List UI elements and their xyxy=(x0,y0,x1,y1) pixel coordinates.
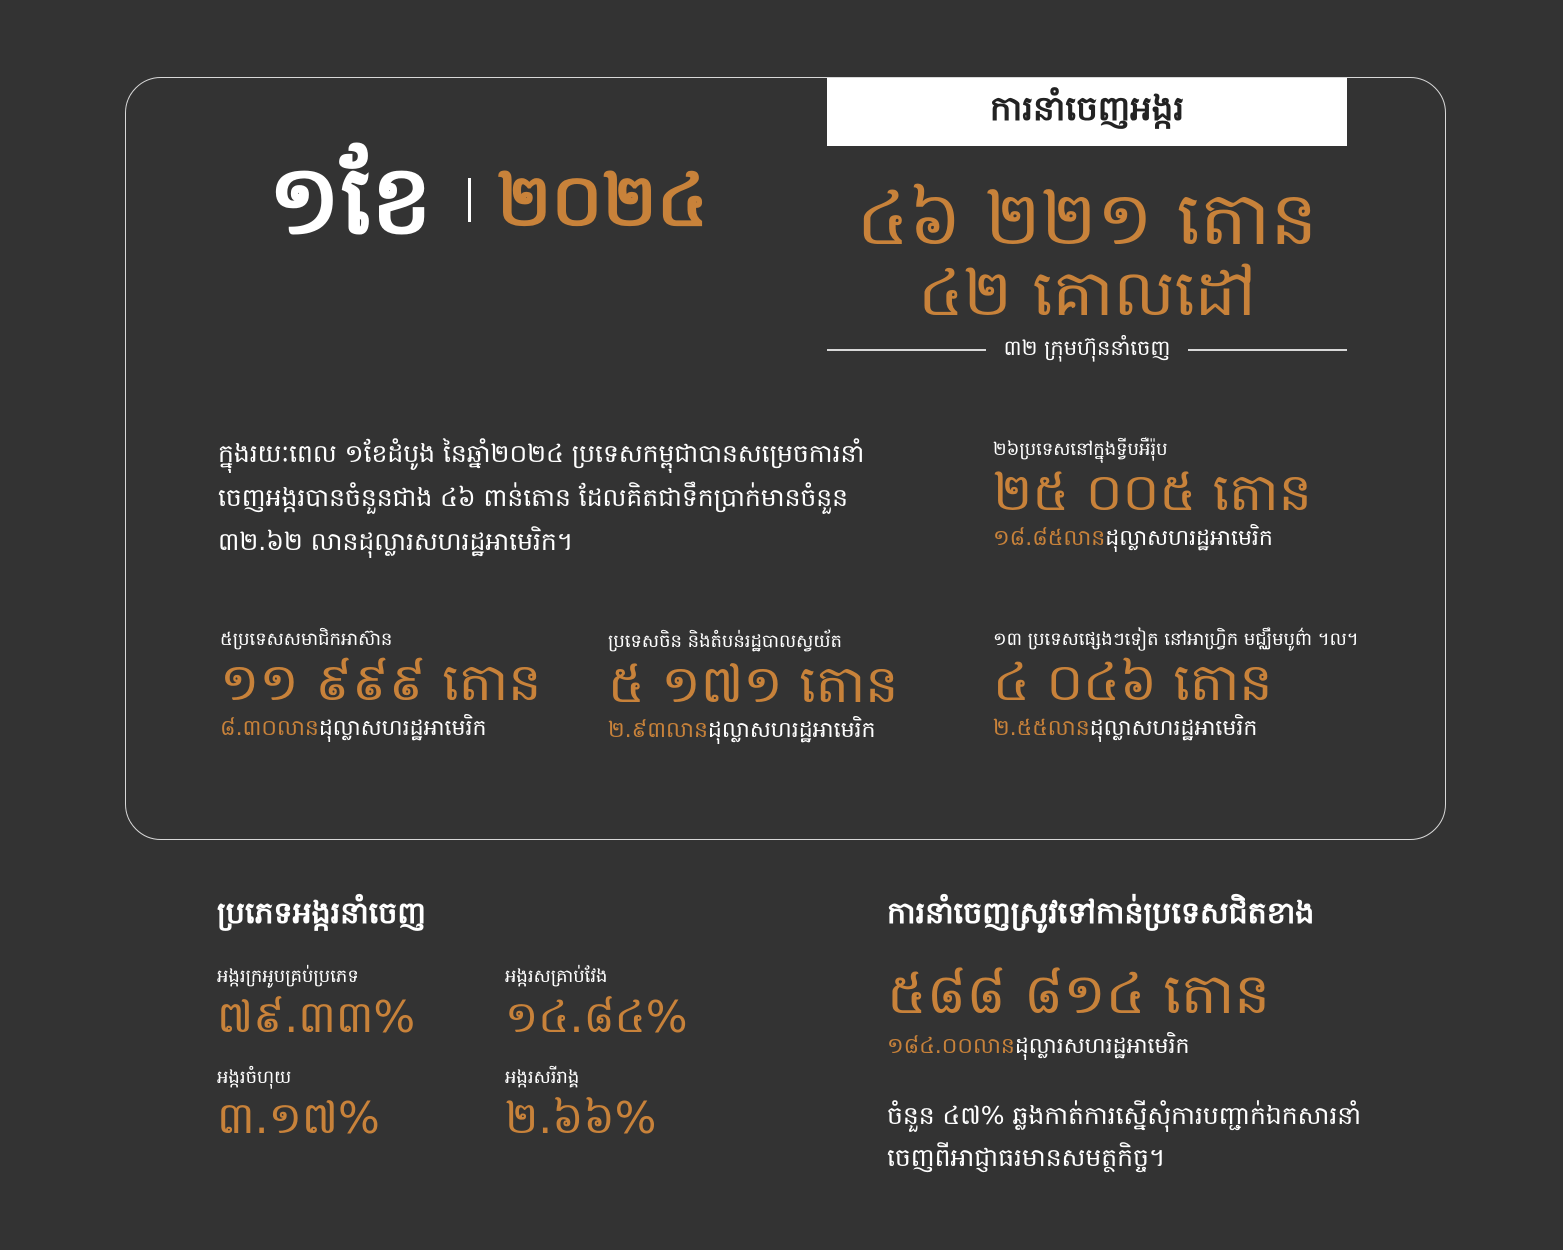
paddy-money-unit: ដុល្លារសហរដ្ឋអាមេរិក xyxy=(1014,1034,1190,1059)
divider-right xyxy=(1188,349,1347,351)
region-tonnage: ៥ ១៧១ តោន xyxy=(608,655,899,715)
type-label: អង្ករចំហុយ xyxy=(217,1067,292,1088)
paddy-stat xyxy=(887,960,1270,1064)
region-label: ១៣ ប្រទេសផ្សេងៗទៀត នៅអាហ្វ្រិក មជ្ឈឹមបូព៌ា ។ល។ xyxy=(993,629,1359,650)
region-asean xyxy=(220,628,541,744)
period-heading xyxy=(268,140,708,260)
type-item xyxy=(505,964,688,1046)
type-label: អង្ករក្រអូបគ្រប់ប្រភេទ xyxy=(217,966,359,987)
page-title: ការនាំចេញអង្ករ xyxy=(989,89,1185,129)
region-money-value: ១៨.៨៥លាន xyxy=(993,526,1106,551)
companies-line xyxy=(827,336,1347,364)
paddy-tonnage: ៥៨៨ ៨១៤ តោន xyxy=(887,962,1270,1027)
region-tonnage: ៤ ០៤៦ តោន xyxy=(993,653,1273,713)
region-europe xyxy=(993,438,1312,554)
period-months: ១ខែ xyxy=(268,144,433,256)
type-item xyxy=(505,1065,656,1147)
region-money-unit: ដុល្លាសហរដ្ឋអាមេរិក xyxy=(707,718,876,743)
period-year: ២០២៤ xyxy=(497,158,708,242)
type-label: អង្ករសគ្រាប់វែង xyxy=(505,966,608,987)
divider-left xyxy=(827,349,986,351)
type-value: ៣.១៧% xyxy=(217,1093,380,1144)
total-destinations: ៤២ គោលដៅ xyxy=(918,257,1256,331)
type-value: ១៤.៨៤% xyxy=(505,992,688,1043)
paddy-title: ការនាំចេញស្រូវទៅកាន់ប្រទេសជិតខាង xyxy=(887,896,1315,931)
region-tonnage: ១១ ៩៩៩ តោន xyxy=(220,653,542,713)
type-value: ២.៦៦% xyxy=(505,1093,657,1144)
region-money-unit: ដុល្លាសហរដ្ឋអាមេរិក xyxy=(318,716,487,741)
region-label: ៥ប្រទេសសមាជិកអាស៊ាន xyxy=(220,629,393,650)
paddy-money-value: ១៨៤.០០លាន xyxy=(887,1034,1015,1059)
region-tonnage: ២៥ ០០៥ តោន xyxy=(993,463,1312,523)
types-title: ប្រភេទអង្ករនាំចេញ xyxy=(217,896,426,931)
companies-count: ៣២ ក្រុមហ៊ុននាំចេញ xyxy=(1003,335,1171,360)
title-banner xyxy=(827,78,1347,146)
region-money-unit: ដុល្លាសហរដ្ឋអាមេរិក xyxy=(1105,526,1273,551)
type-label: អង្ករសរីរាង្គ xyxy=(505,1067,580,1088)
paddy-note: ចំនួន ៤៧% ឆ្លងកាត់ការស្នើសុំការបញ្ជាក់ឯកសារនាំចេញពីអាជ្ញាធរមានសមត្ថកិច្ច។ xyxy=(887,1101,1362,1172)
region-china xyxy=(608,630,898,746)
region-money-value: ២.៥៥លាន xyxy=(993,716,1090,741)
region-money-unit: ដុល្លាសហរដ្ឋអាមេរិក xyxy=(1089,716,1258,741)
intro-text: ក្នុងរយៈពេល ១ខែដំបូង នៃឆ្នាំ២០២៤ ប្រទេសកម្ពុជាបានសម្រេចការនាំចេញអង្ករបានចំនួនជាង ៤៦ ពាន់តោន ដែលគិតជាទឹកប្រាក់មានចំនួន ៣២.៦២ លានដុល្លារសហរដ្ឋអាមេរិក។ xyxy=(218,439,865,556)
type-item xyxy=(217,964,415,1046)
region-money-value: ៨.៣០លាន xyxy=(220,716,319,741)
type-value: ៧៩.៣៣% xyxy=(217,992,416,1043)
type-item xyxy=(217,1065,380,1147)
region-money-value: ២.៩៣លាន xyxy=(608,718,708,743)
region-label: ២៦ប្រទេសនៅក្នុងទ្វីបអឺរ៉ុប xyxy=(993,439,1168,460)
total-tonnage: ៤៦ ២២១ តោន xyxy=(856,176,1318,262)
region-others xyxy=(993,628,1359,744)
period-divider xyxy=(468,178,471,222)
region-label: ប្រទេសចិន និងតំបន់រដ្ឋបាលស្វយ័ត xyxy=(608,631,842,652)
